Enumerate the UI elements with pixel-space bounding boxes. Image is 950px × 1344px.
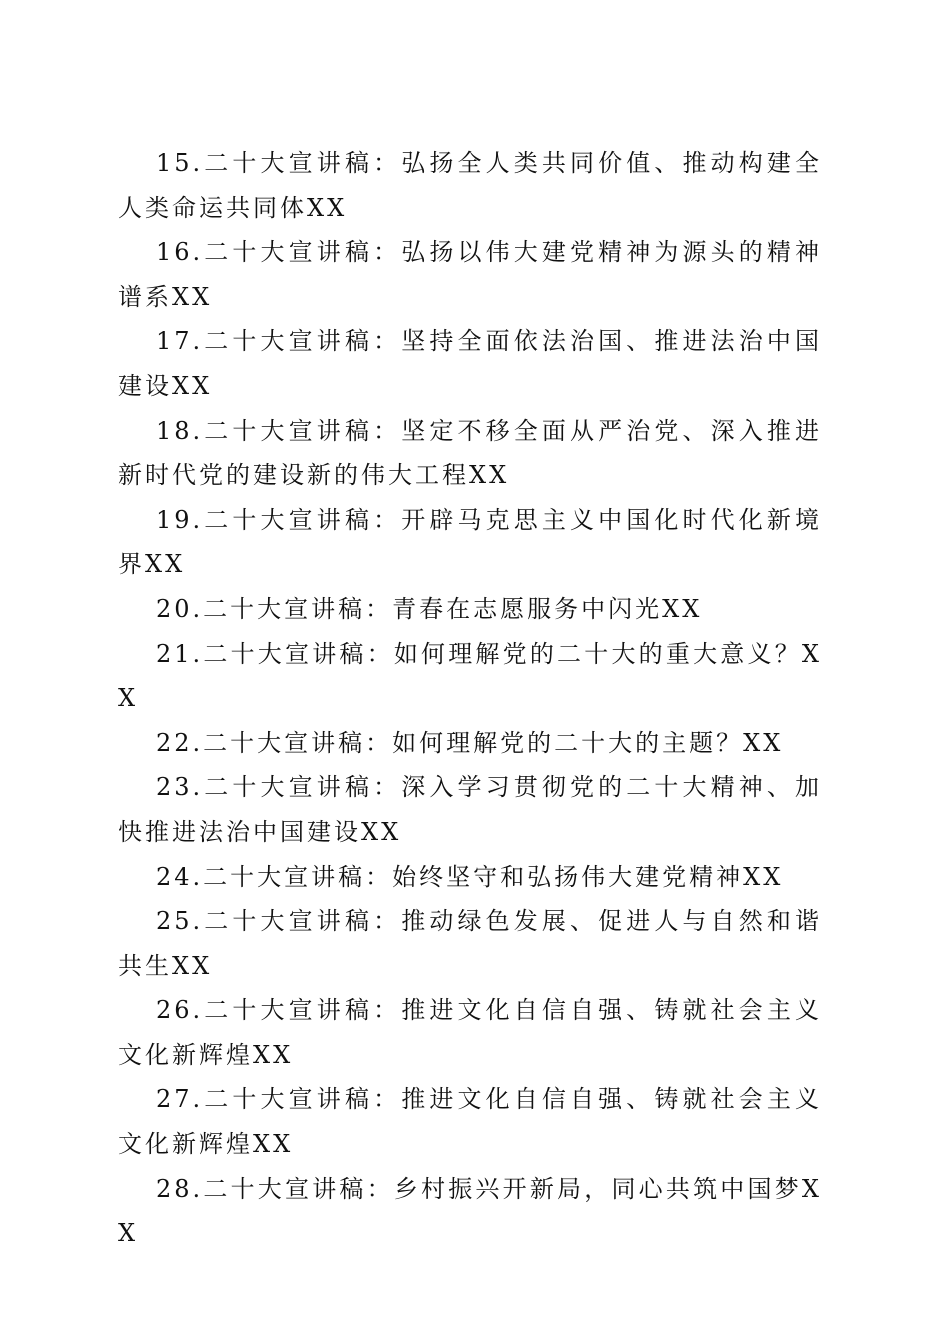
list-item: 25.二十大宣讲稿：推动绿色发展、促进人与自然和谐共生XX: [118, 907, 822, 980]
list-item: 16.二十大宣讲稿：弘扬以伟大建党精神为源头的精神谱系XX: [118, 238, 822, 311]
list-item: 18.二十大宣讲稿：坚定不移全面从严治党、深入推进新时代党的建设新的伟大工程XX: [118, 416, 822, 490]
list-item: 26.二十大宣讲稿：推进文化自信自强、铸就社会主义文化新辉煌XX: [118, 996, 822, 1069]
list-item: 23.二十大宣讲稿：深入学习贯彻党的二十大精神、加快推进法治中国建设XX: [118, 773, 822, 846]
list-item: 22.二十大宣讲稿：如何理解党的二十大的主题？XX: [156, 728, 784, 757]
list-item: 19.二十大宣讲稿：开辟马克思主义中国化时代化新境界XX: [118, 505, 822, 579]
speech-title-list: [118, 141, 822, 1256]
list-item: 20.二十大宣讲稿：青春在志愿服务中闪光XX: [156, 594, 703, 623]
list-item: 24.二十大宣讲稿：始终坚守和弘扬伟大建党精神XX: [156, 862, 784, 891]
list-item: 28.二十大宣讲稿：乡村振兴开新局，同心共筑中国梦XX: [118, 1174, 822, 1248]
list-item: 27.二十大宣讲稿：推进文化自信自强、铸就社会主义文化新辉煌XX: [118, 1085, 822, 1159]
list-item: 15.二十大宣讲稿：弘扬全人类共同价值、推动构建全人类命运共同体XX: [118, 149, 822, 222]
list-item: 21.二十大宣讲稿：如何理解党的二十大的重大意义？XX: [118, 639, 822, 713]
list-item: 17.二十大宣讲稿：坚持全面依法治国、推进法治中国建设XX: [118, 327, 822, 400]
